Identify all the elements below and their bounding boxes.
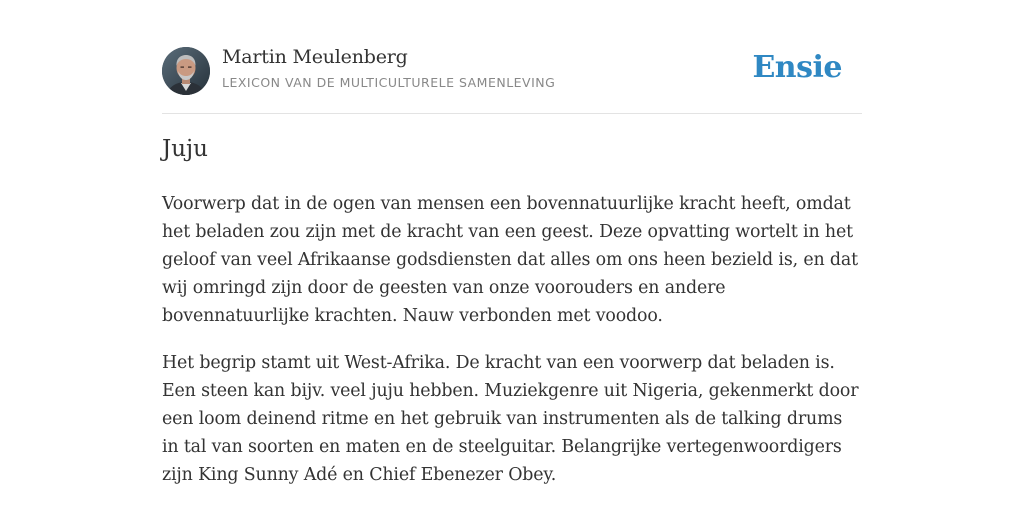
collection-name[interactable]: LEXICON VAN DE MULTICULTURELE SAMENLEVING	[222, 75, 556, 90]
avatar[interactable]	[162, 47, 210, 95]
paragraph: Voorwerp dat in de ogen van mensen een bovennatuurlijke kracht heeft, omdat het beladen zou zijn met de kracht van een geest. Deze opvatting wortelt in het geloof van veel Afrikaanse godsdiensten dat alles om ons heen bezield is, en dat wij omringd zijn door de geesten van onze voorouders en andere bovennatuurlijke krachten. Nauw verbonden met voodoo.	[162, 194, 858, 326]
portrait-icon	[162, 47, 210, 95]
brand-logo[interactable]: Ensie	[752, 50, 842, 85]
entry-body	[162, 190, 864, 508]
entry-title: Juju	[162, 136, 208, 162]
divider	[162, 113, 862, 114]
header	[162, 46, 862, 96]
author-name[interactable]: Martin Meulenberg	[222, 46, 408, 68]
paragraph: Het begrip stamt uit West-Afrika. De kracht van een voorwerp dat beladen is. Een steen kan bijv. veel juju hebben. Muziekgenre uit Nigeria, gekenmerkt door een loom deinend ritme en het gebruik van instrumenten als de talking drums in tal van soorten en maten en de steelguitar. Belangrijke vertegenwoordigers zijn King Sunny Adé en Chief Ebenezer Obey.	[162, 353, 859, 485]
